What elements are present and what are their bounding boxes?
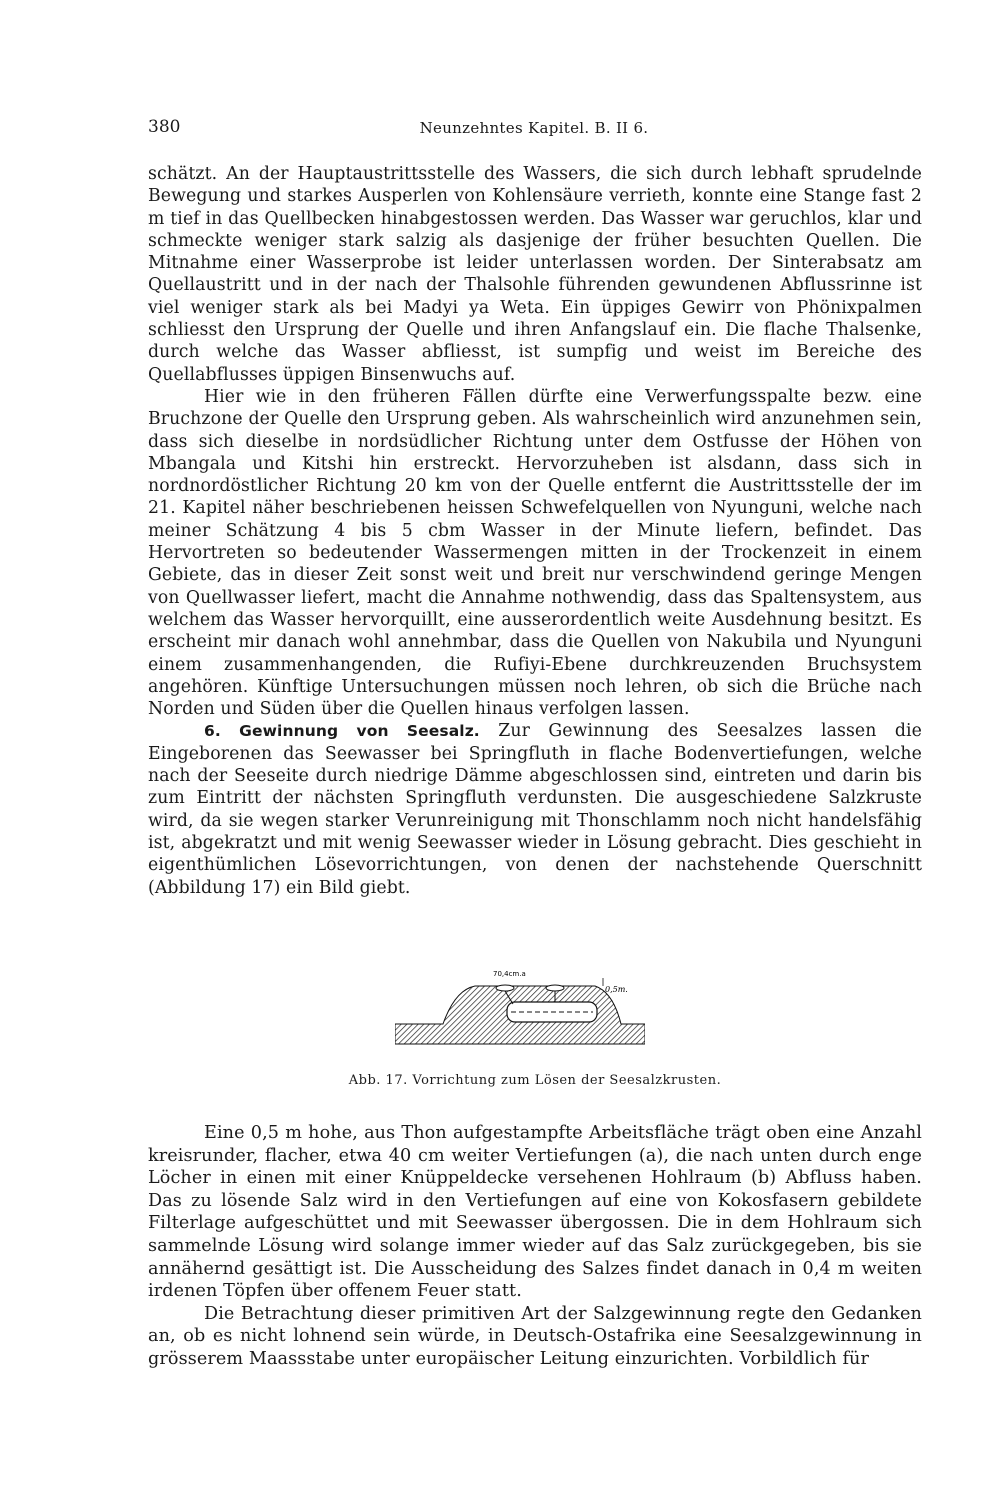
text-block-bottom (148, 1122, 922, 1371)
section-heading: 6. Gewinnung von Seesalz. (204, 722, 480, 741)
running-title: Neunzehntes Kapitel. B. II 6. (419, 119, 649, 137)
page-number: 380 (148, 117, 181, 137)
text-block-top (148, 163, 922, 899)
paragraph: schätzt. An der Hauptaustrittsstelle des Wassers, die sich durch lebhaft sprudelnde Bewegung und starkes Ausperlen von Kohlensäure verrieth, konnte eine Stange fast 2 m tief in das Quellbecken hinabgestossen werden. Das Wasser war geruchlos, klar und schmeckte weniger stark salzig als dasjenige der früher besuchten Quellen. Die Mitnahme einer Wasserprobe ist leider unterlassen worden. Der Sinterabsatz am Quellaustritt und in der nach der Thalsohle führenden gewundenen Abflussrinne ist viel weniger stark als bei Madyi ya Weta. Ein üppiges Gewirr von Phönixpalmen schliesst den Ursprung der Quelle und ihren Anfangslauf ein. Die flache Thalsenke, durch welche das Wasser abfliesst, ist sumpfig und weist im Bereiche des Quellabflusses üppigen Binsenwuchs auf. (148, 164, 922, 385)
figure-caption: Abb. 17. Vorrichtung zum Lösen der Seesalzkrusten. (348, 1073, 722, 1088)
paragraph: Eine 0,5 m hohe, aus Thon aufgestampfte Arbeitsfläche trägt oben eine Anzahl kreisrunder, flacher, etwa 40 cm weiter Vertiefungen (a), die nach unten durch enge Löcher in einen mit einer Knüppeldecke versehenen Hohlraum (b) Abfluss haben. Das zu lösende Salz wird in den Vertiefungen auf eine von Kokosfasern gebildete Filterlage aufgeschüttet und mit Seewasser übergossen. Die in dem Hohlraum sich sammelnde Lösung wird solange immer wieder auf das Salz zurückgegeben, bis sie annähernd gesättigt ist. Die Ausscheidung des Salzes findet danach in 0,4 m weiten irdenen Töpfen über offenem Feuer statt. (148, 1123, 922, 1302)
figure-label-a: 70,4cm.a (493, 970, 526, 978)
figure-label-b: 0,5m. (605, 985, 628, 994)
section-paragraph (148, 720, 922, 898)
paragraph: Die Betrachtung dieser primitiven Art der Salzgewinnung regte den Gedanken an, ob es nicht lohnend sein würde, in Deutsch-Ostafrika eine Seesalzgewinnung in grösserem Maassstabe unter europäischer Leitung einzurichten. Vorbildlich für (148, 1303, 922, 1369)
paragraph: Hier wie in den früheren Fällen dürfte eine Verwerfungsspalte bezw. eine Bruchzone der Quelle den Ursprung geben. Als wahrscheinlich wird anzunehmen sein, dass sich dieselbe in nordsüdlicher Richtung unter dem Ostfusse der Höhen von Mbangala und Kitshi hin erstreckt. Hervorzuheben ist alsdann, dass sich in nordnordöstlicher Richtung 20 km von der Quelle entfernt die Austrittsstelle der im 21. Kapitel näher beschriebenen heissen Schwefelquellen von Nyunguni, welche nach meiner Schätzung 4 bis 5 cbm Wasser in der Minute liefern, befindet. Das Hervortreten so bedeutender Wassermengen mitten in der Trockenzeit in einem Gebiete, das in dieser Zeit sonst weit und breit nur verschwindend geringe Mengen von Quellwasser liefert, macht die Annahme nothwendig, dass das Spaltensystem, aus welchem das Wasser hervorquillt, eine ausserordentlich weite Ausdehnung besitzt. Es erscheint mir danach wohl annehmbar, dass die Quellen von Nakubila und Nyunguni einem zusammenhangenden, die Rufiyi-Ebene durchkreuzenden Bruchsystem angehören. Künftige Untersuchungen müssen noch lehren, ob sich die Brüche nach Norden und Süden über die Quellen hinaus verfolgen lassen. (148, 386, 922, 720)
running-header (148, 117, 920, 141)
figure-cross-section (395, 962, 645, 1058)
section-text: Zur Gewinnung des Seesalzes lassen die Eingeborenen das Seewasser bei Springfluth in flache Bodenvertiefungen, welche nach der Seeseite durch niedrige Dämme abgeschlossen sind, eintreten und darin bis zum Eintritt der nächsten Springfluth verdunsten. Die ausgeschiedene Salzkruste wird, da sie wegen starker Verunreinigung mit Thonschlamm noch nicht handelsfähig ist, abgekratzt und mit wenig Seewasser wieder in Lösung gebracht. Dies geschieht in eigenthümlichen Lösevorrichtungen, von denen der nachstehende Querschnitt (Abbildung 17) ein Bild giebt. (148, 721, 923, 898)
